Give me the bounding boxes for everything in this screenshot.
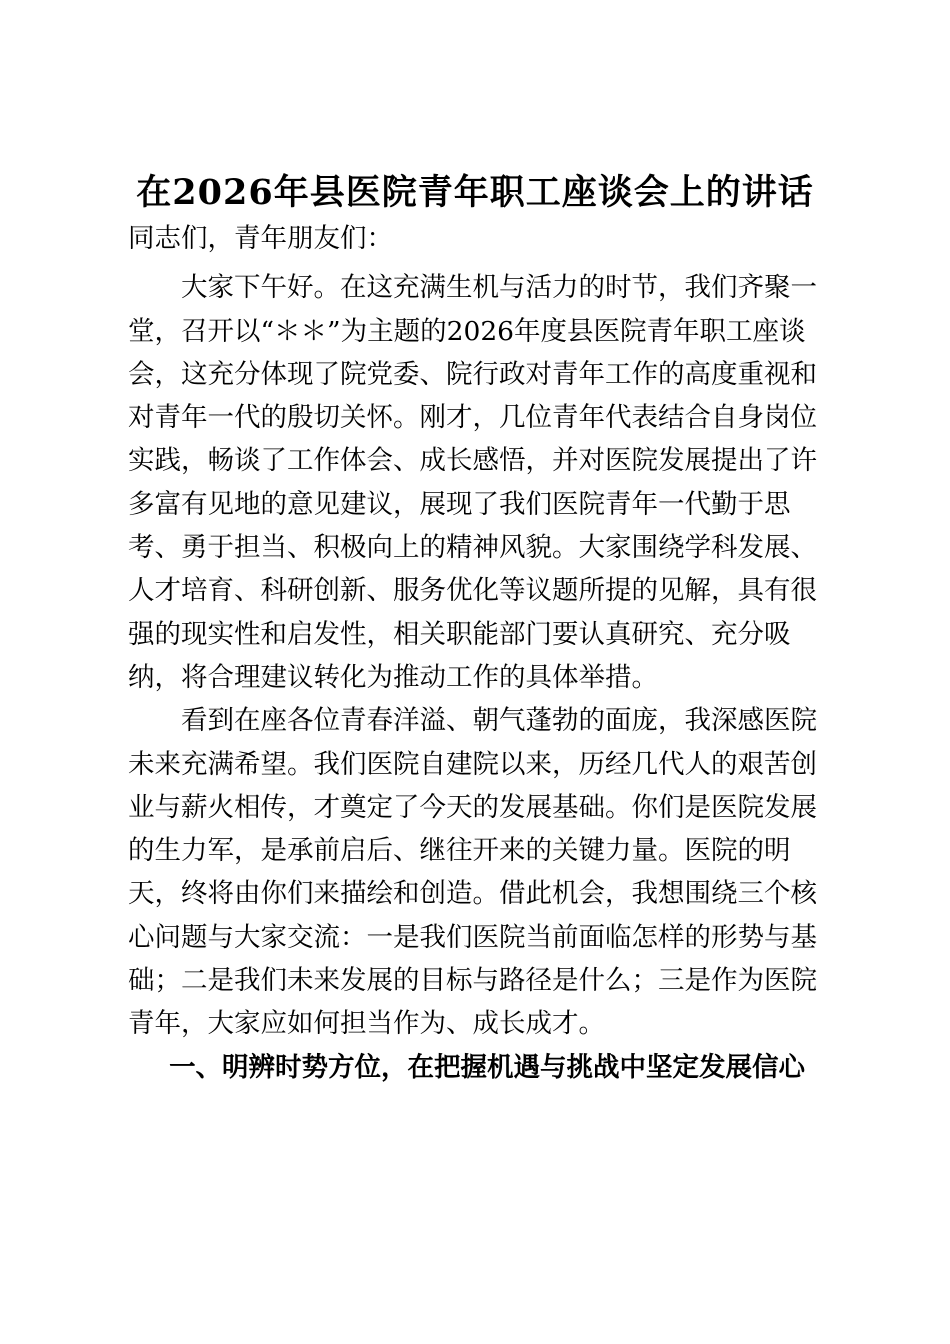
section-heading: 一、明辨时势方位，在把握机遇与挑战中坚定发展信心 — [169, 1051, 806, 1083]
paragraph-2: 看到在座各位青春洋溢、朝气蓬勃的面庞，我深感医院未来充满希望。我们医院自建院以来，历经几代人的艰苦创业与薪火相传，才奠定了今天的发展基础。你们是医院发展的生力军，是承前启后、继往开来的关键力量。医院的明天，终将由你们来描绘和创造。借此机会，我想围绕三个核心问题与大家交流：一是我们医院当前面临怎样的形势与基础；二是我们未来发展的目标与路径是什么；三是作为医院青年，大家应如何担当作为、成长成才。 — [128, 705, 817, 1040]
document-body — [128, 217, 828, 1089]
salutation: 同志们，青年朋友们： — [128, 223, 393, 254]
document-title: 在2026年县医院青年职工座谈会上的讲话 — [136, 172, 814, 213]
paragraph-1: 大家下午好。在这充满生机与活力的时节，我们齐聚一堂，召开以“＊＊”为主题的2026年度县医院青年职工座谈会，这充分体现了院党委、院行政对青年工作的高度重视和对青年一代的殷切关怀。刚才，几位青年代表结合自身岗位实践，畅谈了工作体会、成长感悟，并对医院发展提出了许多富有见地的意见建议，展现了我们医院青年一代勤于思考、勇于担当、积极向上的精神风貌。大家围绕学科发展、人才培育、科研创新、服务优化等议题所提的见解，具有很强的现实性和启发性，相关职能部门要认真研究、充分吸纳，将合理建议转化为推动工作的具体举措。 — [128, 272, 817, 693]
